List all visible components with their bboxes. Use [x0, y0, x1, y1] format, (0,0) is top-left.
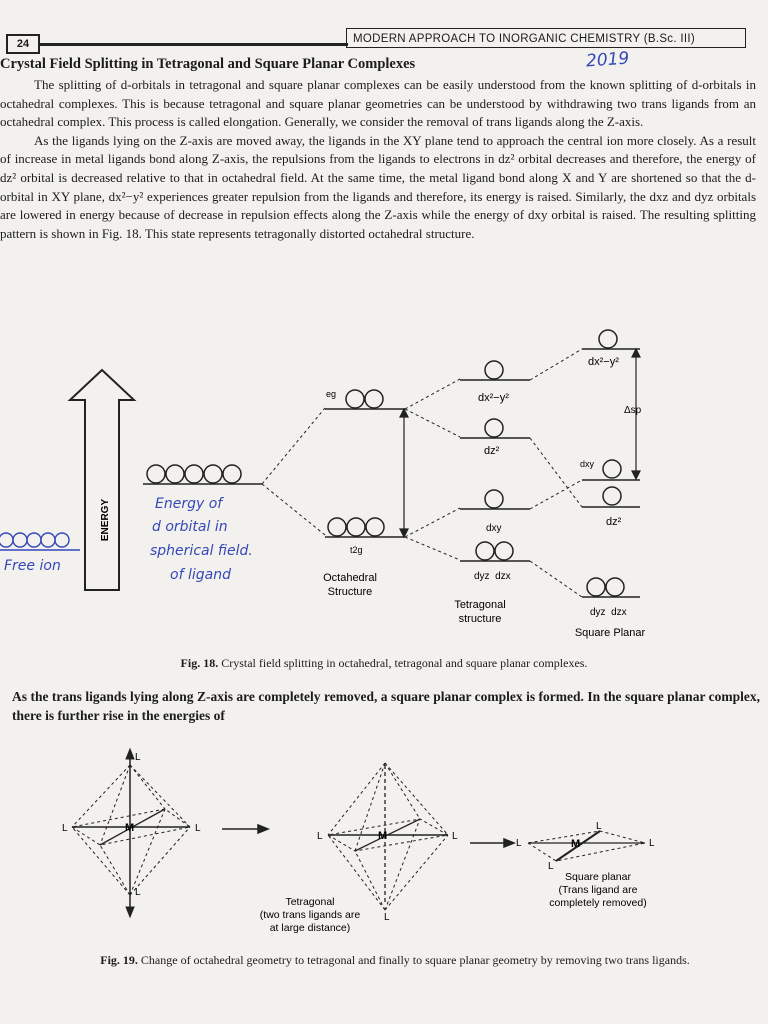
tetragonal-caption-1: Tetragonal — [285, 896, 335, 908]
tetra-dxy-label: dxy — [486, 523, 502, 534]
oct-ligand-right: L — [195, 823, 201, 834]
section-title: Crystal Field Splitting in Tetragonal and Square Planar Complexes — [0, 56, 416, 72]
tetragonal-label-2: structure — [458, 613, 502, 625]
spherical-note-line2: d orbital in — [152, 519, 228, 535]
figure-19-caption — [30, 952, 760, 968]
figure-19-caption-text: Change of octahedral geometry to tetragonal and finally to square planar geometry by removing two trans ligands. — [140, 953, 690, 967]
sp-ligand-bottom: L — [548, 861, 554, 872]
sp-caption-2: (Trans ligand are — [558, 884, 638, 896]
sp-dyz-dzx-label: dyz dzx — [590, 607, 627, 618]
oct-metal: M — [125, 822, 135, 834]
tet-metal: M — [378, 830, 388, 842]
sp-dz2-label: dz² — [606, 516, 622, 528]
tetragonal-geometry — [328, 763, 448, 910]
figure-18-splitting-diagram — [0, 325, 768, 655]
connectors-tetra-sp — [530, 349, 582, 597]
running-head: MODERN APPROACH TO INORGANIC CHEMISTRY (B.Sc. III) — [346, 28, 746, 48]
arrow-to-tetragonal — [222, 825, 268, 833]
sp-ligand-right: L — [649, 838, 655, 849]
tetra-dz2-label: dz² — [484, 445, 500, 457]
tetragonal-label-1: Tetragonal — [454, 599, 506, 611]
sp-ligand-top: L — [596, 821, 602, 832]
handwritten-year-note: 2019 — [585, 48, 630, 72]
sp-ligand-left: L — [516, 838, 522, 849]
tetra-dyz-dzx-label: dyz dzx — [474, 571, 511, 582]
tetragonal-caption-3: at large distance) — [269, 922, 351, 934]
tet-ligand-left: L — [317, 831, 323, 842]
sp-caption-3: completely removed) — [549, 897, 647, 909]
tet-ligand-bottom: L — [384, 912, 390, 923]
octahedral-t2g — [325, 518, 405, 537]
tetra-dx2y2-label: dx²−y² — [478, 392, 509, 404]
free-ion-label: Free ion — [4, 558, 61, 574]
connectors-oct-tetra — [405, 379, 460, 560]
figure-18-caption — [0, 656, 768, 671]
paragraph-3: As the trans ligands lying along Z-axis are completely removed, a square planar complex is formed. In the square planar complex, there is further rise in the energies of — [12, 689, 760, 723]
octahedral-label-2: Structure — [327, 586, 373, 598]
connectors-spherical — [262, 408, 325, 535]
delta-o-arrow — [400, 409, 408, 537]
free-ion-orbitals — [0, 533, 80, 550]
figure-18-caption-text: Crystal field splitting in octahedral, tetragonal and square planar complexes. — [221, 656, 588, 670]
paragraph-1: The splitting of d-orbitals in tetragonal and square planar complexes can be easily understood from the known splitting of d-orbitals in octahedral complexes. This is because tetragonal and square planar geometries can be understood by withdrawing two trans ligands from an octahedral complex. This process is called elongation. Generally, we consider the removal of trans ligands along the Z-axis. — [0, 77, 756, 130]
header-rule — [38, 43, 348, 46]
eg-label: eg — [326, 389, 337, 399]
t2g-label: t2g — [350, 545, 363, 555]
tet-ligand-right: L — [452, 831, 458, 842]
arrow-to-square-planar — [470, 839, 514, 847]
figure-19-caption-number: Fig. 19. — [100, 953, 138, 967]
spherical-note-line4: of ligand — [170, 567, 231, 583]
oct-ligand-bottom: L — [135, 887, 141, 898]
figure-19-geometry-diagram — [0, 745, 768, 945]
spherical-note-line1: Energy of — [155, 496, 223, 512]
page-number: 24 — [6, 34, 40, 54]
energy-label: ENERGY — [100, 498, 111, 542]
spherical-note-line3: spherical field. — [150, 543, 253, 559]
oct-ligand-left: L — [62, 823, 68, 834]
spherical-field-orbitals — [143, 465, 262, 484]
oct-ligand-top: L — [135, 752, 141, 763]
octahedral-eg — [325, 390, 405, 409]
delta-sp-label: Δsp — [624, 405, 642, 416]
figure-18-caption-number: Fig. 18. — [180, 656, 219, 670]
sp-dx2y2-label: dx²−y² — [588, 356, 619, 368]
square-planar-geometry — [528, 831, 645, 861]
sp-caption-1: Square planar — [565, 871, 631, 883]
square-planar-label: Square Planar — [574, 627, 646, 639]
octahedral-label-1: Octahedral — [323, 572, 377, 584]
energy-arrow — [70, 370, 134, 590]
tetragonal-caption-2: (two trans ligands are — [259, 909, 361, 921]
paragraph-2: As the ligands lying on the Z-axis are moved away, the ligands in the XY plane tend to approach the central ion more closely. As a result of increase in metal ligands bond along Z-axis, the repulsions from the ligands to electrons in dz² orbital decreases and therefore, the energy of dz² orbital is decreased relative to that in octahedral field. At the same time, the metal ligand bond along X and Y are shortened so that the d-orbital in XY plane, dx²−y² experiences greater repulsion from the ligands and therefore, its energy is raised. Similarly, the dxz and dyz orbitals are lowered in energy because of decrease in repulsion effects along the Z-axis while the energy of dxy orbital is raised. The resulting splitting pattern is shown in Fig. 18. This state represents tetragonally distorted octahedral structure. — [0, 132, 756, 241]
sp-metal: M — [571, 838, 581, 850]
sp-dxy-label: dxy — [580, 459, 595, 469]
body-text — [0, 76, 756, 243]
